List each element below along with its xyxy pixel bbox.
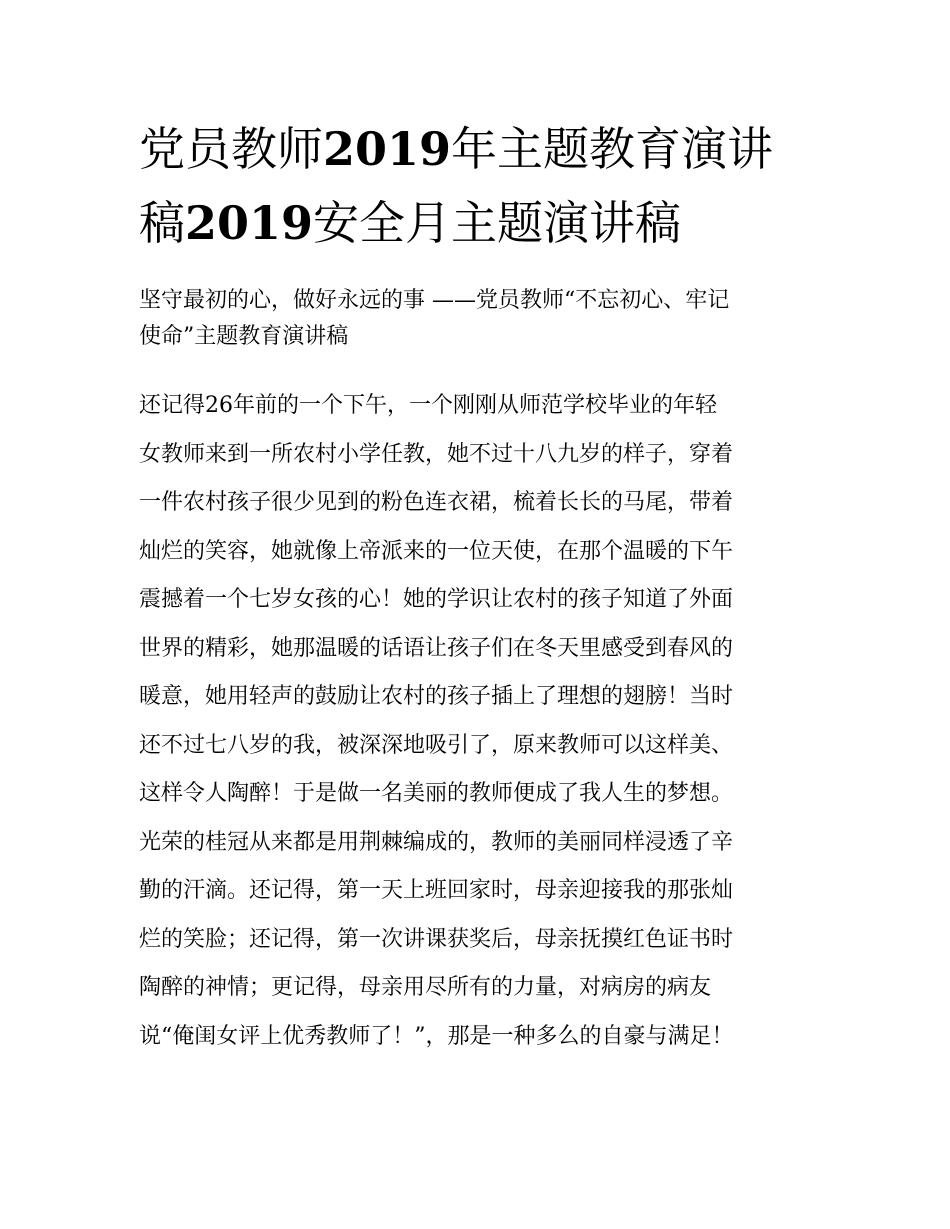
body-line: 烂的笑脸；还记得，第一次讲课获奖后，母亲抚摸红色证书时 xyxy=(139,926,734,952)
body-line: 这样令人陶醉！于是做一名美丽的教师便成了我人生的梦想。 xyxy=(139,781,734,806)
body-line: 震撼着一个七岁女孩的心！她的学识让农村的孩子知道了外面 xyxy=(139,587,734,612)
body-line: 陶醉的神情；更记得，母亲用尽所有的力量，对病房的病友 xyxy=(139,975,712,1000)
body-line: 勤的汗滴。还记得，第一天上班回家时，母亲迎接我的那张灿 xyxy=(139,878,734,903)
body-line: 光荣的桂冠从来都是用荆棘编成的，教师的美丽同样浸透了辛 xyxy=(139,829,734,855)
title-text: 党员教师 xyxy=(139,122,323,176)
title-line-1 xyxy=(139,112,829,186)
title-year: 2019 xyxy=(323,122,452,176)
body-paragraph xyxy=(139,382,829,1061)
body-line: 暖意，她用轻声的鼓励让农村的孩子插上了理想的翅膀！当时 xyxy=(139,684,734,709)
body-line: 灿烂的笑容，她就像上帝派来的一位天使，在那个温暖的下午 xyxy=(139,538,734,564)
title-text: 稿 xyxy=(139,196,185,250)
body-line: 世界的精彩，她那温暖的话语让孩子们在冬天里感受到春风的 xyxy=(139,635,734,661)
document-subtitle xyxy=(139,283,829,355)
body-line: 女教师来到一所农村小学任教，她不过十八九岁的样子，穿着 xyxy=(139,441,734,467)
body-line: 说“俺闺女评上优秀教师了！”，那是一种多么的自豪与满足！ xyxy=(139,1023,734,1049)
title-text: 安全月主题演讲稿 xyxy=(313,196,682,250)
document-title xyxy=(139,112,829,260)
title-text: 年主题教育演讲 xyxy=(451,122,774,176)
subtitle-line: 坚守最初的心，做好永远的事 ——党员教师“不忘初心、牢记 xyxy=(139,288,730,313)
body-line: 一件农村孩子很少见到的粉色连衣裙，梳着长长的马尾，带着 xyxy=(139,490,734,515)
title-line-2 xyxy=(139,186,829,260)
subtitle-line: 使命”主题教育演讲稿 xyxy=(139,324,349,349)
title-year: 2019 xyxy=(185,196,314,250)
body-line: 还记得26年前的一个下午，一个刚刚从师范学校毕业的年轻 xyxy=(139,393,717,418)
body-line: 还不过七八岁的我，被深深地吸引了，原来教师可以这样美、 xyxy=(139,732,734,758)
